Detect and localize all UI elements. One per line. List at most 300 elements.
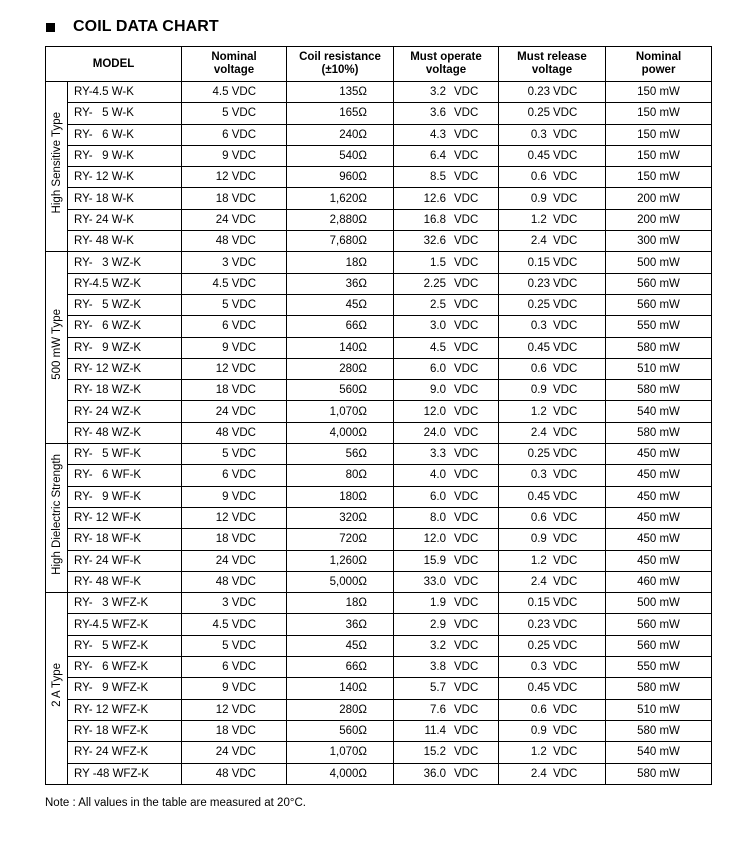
must-release-value: 0.45 [527, 341, 550, 354]
coil-resistance-cell: 1,260Ω [287, 550, 394, 571]
table-row [46, 763, 712, 784]
must-operate-value: 12.0 [423, 533, 446, 546]
must-release-cell [499, 316, 606, 337]
model-cell: RY-4.5 W-K [68, 82, 182, 103]
must-release-value: 0.6 [530, 363, 550, 375]
nominal-power-cell: 500 mW [606, 593, 712, 614]
must-operate-unit: VDC [454, 341, 479, 354]
must-operate-value: 4.0 [430, 469, 446, 482]
must-operate-unit: VDC [454, 235, 479, 248]
coil-resistance-cell: 80Ω [287, 465, 394, 486]
must-release-cell [499, 593, 606, 614]
square-bullet-icon [46, 23, 55, 32]
must-operate-unit: VDC [454, 661, 479, 674]
model-cell: RY- 6 WFZ-K [68, 657, 182, 678]
must-release-cell [499, 465, 606, 486]
coil-resistance-cell: 4,000Ω [287, 763, 394, 784]
coil-resistance-cell: 36Ω [287, 614, 394, 635]
model-cell: RY- 3 WZ-K [68, 252, 182, 273]
must-operate-cell [394, 678, 499, 699]
nominal-voltage-cell: 4.5 VDC [182, 273, 287, 294]
must-release-unit: VDC [553, 575, 578, 588]
must-release-unit: VDC [553, 256, 578, 269]
nominal-power-cell: 450 mW [606, 507, 712, 528]
must-operate-unit: VDC [454, 618, 479, 631]
nominal-voltage-cell: 48 VDC [182, 763, 287, 784]
coil-resistance-cell: 4,000Ω [287, 422, 394, 443]
header-nominal-power: Nominal power [606, 47, 712, 82]
coil-resistance-cell: 720Ω [287, 529, 394, 550]
must-release-value: 0.23 [527, 277, 550, 290]
must-operate-unit: VDC [454, 86, 479, 99]
must-operate-value: 15.9 [423, 554, 446, 567]
must-release-value: 0.6 [530, 703, 550, 716]
nominal-voltage-cell: 4.5 VDC [182, 82, 287, 103]
must-release-cell [499, 635, 606, 656]
table-row [46, 422, 712, 443]
group-label: 2 A Type [50, 663, 63, 707]
group-label: High Dielectric Strength [50, 454, 63, 575]
coil-resistance-cell: 56Ω [287, 444, 394, 465]
must-operate-cell [394, 316, 499, 337]
must-operate-cell [394, 124, 499, 145]
must-release-cell [499, 550, 606, 571]
model-cell: RY- 12 WZ-K [68, 358, 182, 379]
nominal-voltage-cell: 9 VDC [182, 337, 287, 358]
must-operate-cell [394, 145, 499, 166]
must-release-cell [499, 763, 606, 784]
must-operate-value: 4.5 [430, 341, 446, 354]
coil-resistance-cell: 1,070Ω [287, 742, 394, 763]
must-release-value: 1.2 [530, 554, 550, 567]
must-operate-cell [394, 657, 499, 678]
table-row [46, 82, 712, 103]
coil-resistance-cell: 960Ω [287, 167, 394, 188]
must-release-cell [499, 614, 606, 635]
model-cell: RY- 18 WZ-K [68, 380, 182, 401]
must-release-cell [499, 231, 606, 252]
must-operate-value: 2.5 [430, 299, 446, 312]
coil-resistance-cell: 45Ω [287, 294, 394, 315]
must-operate-cell [394, 720, 499, 741]
table-row [46, 231, 712, 252]
table-row [46, 337, 712, 358]
must-operate-cell [394, 550, 499, 571]
nominal-voltage-cell: 12 VDC [182, 167, 287, 188]
model-cell: RY -48 WFZ-K [68, 763, 182, 784]
must-release-value: 0.6 [530, 171, 550, 184]
must-operate-value: 1.5 [430, 256, 446, 269]
table-row [46, 657, 712, 678]
model-cell: RY- 18 WFZ-K [68, 720, 182, 741]
model-cell: RY- 6 WF-K [68, 465, 182, 486]
must-release-cell [499, 188, 606, 209]
must-release-unit: VDC [553, 682, 578, 695]
nominal-voltage-cell: 5 VDC [182, 635, 287, 656]
coil-resistance-cell: 280Ω [287, 699, 394, 720]
must-operate-unit: VDC [454, 192, 479, 205]
must-release-value: 0.3 [530, 469, 550, 482]
group-label: High Sensitive Type [50, 112, 63, 214]
must-release-value: 0.23 [527, 86, 550, 99]
nominal-voltage-cell: 48 VDC [182, 422, 287, 443]
must-release-cell [499, 529, 606, 550]
must-operate-value: 24.0 [423, 426, 446, 439]
must-release-unit: VDC [553, 107, 578, 120]
must-operate-cell [394, 401, 499, 422]
model-cell: RY- 18 W-K [68, 188, 182, 209]
must-operate-cell [394, 593, 499, 614]
nominal-power-cell: 510 mW [606, 358, 712, 379]
must-release-unit: VDC [553, 299, 578, 312]
table-body [46, 82, 712, 785]
must-operate-cell [394, 188, 499, 209]
must-release-value: 0.15 [527, 256, 550, 269]
page-title-text: COIL DATA CHART [73, 18, 219, 35]
must-operate-unit: VDC [454, 107, 479, 120]
table-row [46, 444, 712, 465]
must-operate-value: 2.25 [423, 277, 446, 290]
must-release-value: 0.3 [530, 128, 550, 141]
must-operate-unit: VDC [454, 554, 479, 567]
must-operate-value: 3.0 [430, 320, 446, 333]
nominal-voltage-cell: 48 VDC [182, 231, 287, 252]
page-title [46, 18, 219, 36]
must-release-unit: VDC [553, 171, 578, 184]
nominal-power-cell: 580 mW [606, 380, 712, 401]
nominal-voltage-cell: 6 VDC [182, 657, 287, 678]
must-operate-value: 12.6 [423, 192, 446, 205]
model-cell: RY- 9 W-K [68, 145, 182, 166]
nominal-voltage-cell: 18 VDC [182, 720, 287, 741]
nominal-power-cell: 300 mW [606, 231, 712, 252]
nominal-power-cell: 540 mW [606, 401, 712, 422]
must-release-unit: VDC [553, 235, 578, 248]
must-release-value: 2.4 [530, 235, 550, 248]
nominal-voltage-cell: 6 VDC [182, 124, 287, 145]
must-operate-cell [394, 337, 499, 358]
nominal-voltage-cell: 9 VDC [182, 486, 287, 507]
must-release-value: 0.9 [530, 192, 550, 205]
must-operate-cell [394, 465, 499, 486]
coil-resistance-cell: 135Ω [287, 82, 394, 103]
must-operate-unit: VDC [454, 597, 479, 610]
coil-resistance-cell: 18Ω [287, 593, 394, 614]
must-release-unit: VDC [553, 384, 578, 397]
group-label-cell [46, 444, 68, 593]
nominal-power-cell: 550 mW [606, 657, 712, 678]
table-row [46, 358, 712, 379]
header-must-operate: Must operate voltage [394, 47, 499, 82]
must-operate-cell [394, 571, 499, 592]
must-operate-unit: VDC [454, 746, 479, 759]
must-release-value: 0.9 [530, 384, 550, 397]
must-operate-cell [394, 422, 499, 443]
table-row [46, 316, 712, 337]
model-cell: RY- 48 WF-K [68, 571, 182, 592]
must-release-value: 1.2 [530, 405, 550, 418]
must-operate-value: 9.0 [430, 384, 446, 397]
model-cell: RY- 5 W-K [68, 103, 182, 124]
table-row [46, 273, 712, 294]
must-operate-value: 12.0 [423, 405, 446, 418]
table-row [46, 699, 712, 720]
must-release-unit: VDC [553, 533, 578, 546]
must-operate-unit: VDC [454, 575, 479, 588]
must-operate-unit: VDC [454, 299, 479, 312]
nominal-voltage-cell: 4.5 VDC [182, 614, 287, 635]
nominal-power-cell: 550 mW [606, 316, 712, 337]
model-cell: RY- 48 W-K [68, 231, 182, 252]
must-release-unit: VDC [553, 469, 578, 482]
coil-resistance-cell: 140Ω [287, 337, 394, 358]
must-release-unit: VDC [553, 277, 578, 290]
must-release-value: 0.9 [530, 533, 550, 546]
coil-resistance-cell: 560Ω [287, 720, 394, 741]
nominal-power-cell: 560 mW [606, 614, 712, 635]
header-coil-resistance: Coil resistance (±10%) [287, 47, 394, 82]
coil-resistance-cell: 280Ω [287, 358, 394, 379]
must-operate-cell [394, 529, 499, 550]
must-operate-value: 8.0 [430, 512, 446, 525]
must-operate-unit: VDC [454, 469, 479, 482]
coil-resistance-cell: 36Ω [287, 273, 394, 294]
table-row [46, 486, 712, 507]
must-operate-cell [394, 103, 499, 124]
model-cell: RY- 9 WFZ-K [68, 678, 182, 699]
must-release-cell [499, 380, 606, 401]
must-release-unit: VDC [553, 213, 578, 226]
header-model: MODEL [46, 47, 182, 82]
must-operate-unit: VDC [454, 426, 479, 439]
must-operate-value: 1.9 [430, 597, 446, 610]
must-release-value: 0.3 [530, 661, 550, 674]
nominal-power-cell: 540 mW [606, 742, 712, 763]
footnote: Note : All values in the table are measured at 20°C. [45, 797, 306, 809]
nominal-power-cell: 580 mW [606, 337, 712, 358]
must-release-value: 1.2 [530, 213, 550, 226]
must-release-cell [499, 401, 606, 422]
table-row [46, 167, 712, 188]
must-release-unit: VDC [553, 426, 578, 439]
must-release-unit: VDC [553, 448, 578, 461]
header-row [46, 47, 712, 82]
must-release-cell [499, 82, 606, 103]
must-release-unit: VDC [553, 86, 578, 99]
must-operate-value: 8.5 [430, 171, 446, 184]
must-operate-unit: VDC [454, 213, 479, 226]
must-operate-unit: VDC [454, 128, 479, 141]
coil-resistance-cell: 540Ω [287, 145, 394, 166]
must-release-value: 0.45 [527, 682, 550, 695]
must-operate-unit: VDC [454, 512, 479, 525]
must-operate-value: 3.2 [430, 86, 446, 99]
must-operate-unit: VDC [454, 448, 479, 461]
must-operate-value: 6.0 [430, 363, 446, 375]
must-operate-value: 16.8 [423, 213, 446, 226]
nominal-power-cell: 150 mW [606, 82, 712, 103]
nominal-power-cell: 510 mW [606, 699, 712, 720]
must-operate-value: 15.2 [423, 746, 446, 759]
must-operate-value: 3.6 [430, 107, 446, 120]
must-release-value: 0.6 [530, 512, 550, 525]
must-operate-unit: VDC [454, 277, 479, 290]
must-operate-value: 36.0 [423, 767, 446, 780]
must-release-unit: VDC [553, 703, 578, 716]
must-operate-cell [394, 294, 499, 315]
table-row [46, 124, 712, 145]
table-row [46, 252, 712, 273]
must-release-value: 2.4 [530, 426, 550, 439]
model-cell: RY- 9 WZ-K [68, 337, 182, 358]
must-operate-value: 4.3 [430, 128, 446, 141]
nominal-voltage-cell: 18 VDC [182, 188, 287, 209]
must-release-cell [499, 507, 606, 528]
nominal-voltage-cell: 24 VDC [182, 209, 287, 230]
must-release-unit: VDC [553, 320, 578, 333]
model-cell: RY- 5 WFZ-K [68, 635, 182, 656]
coil-data-table [45, 46, 712, 785]
must-operate-unit: VDC [454, 320, 479, 333]
must-release-value: 0.45 [527, 150, 550, 163]
nominal-power-cell: 460 mW [606, 571, 712, 592]
group-label-cell [46, 252, 68, 444]
must-operate-unit: VDC [454, 256, 479, 269]
must-operate-value: 6.0 [430, 490, 446, 503]
model-cell: RY- 24 WZ-K [68, 401, 182, 422]
model-cell: RY- 6 W-K [68, 124, 182, 145]
must-release-unit: VDC [553, 405, 578, 418]
nominal-power-cell: 150 mW [606, 167, 712, 188]
must-release-unit: VDC [553, 767, 578, 780]
coil-resistance-cell: 45Ω [287, 635, 394, 656]
must-release-value: 0.3 [530, 320, 550, 333]
nominal-voltage-cell: 9 VDC [182, 145, 287, 166]
must-operate-unit: VDC [454, 639, 479, 652]
must-operate-unit: VDC [454, 533, 479, 546]
nominal-voltage-cell: 12 VDC [182, 358, 287, 379]
must-operate-unit: VDC [454, 171, 479, 184]
nominal-voltage-cell: 48 VDC [182, 571, 287, 592]
must-operate-cell [394, 209, 499, 230]
coil-resistance-cell: 18Ω [287, 252, 394, 273]
model-cell: RY- 12 W-K [68, 167, 182, 188]
table-row [46, 507, 712, 528]
table-row [46, 720, 712, 741]
must-operate-cell [394, 486, 499, 507]
nominal-power-cell: 200 mW [606, 209, 712, 230]
header-must-release: Must release voltage [499, 47, 606, 82]
must-operate-value: 11.4 [424, 725, 446, 738]
must-operate-cell [394, 358, 499, 379]
nominal-voltage-cell: 5 VDC [182, 294, 287, 315]
must-operate-cell [394, 614, 499, 635]
must-operate-unit: VDC [454, 363, 479, 375]
table-row [46, 209, 712, 230]
must-operate-unit: VDC [454, 490, 479, 503]
coil-resistance-cell: 66Ω [287, 657, 394, 678]
must-release-cell [499, 273, 606, 294]
table-row [46, 380, 712, 401]
must-release-cell [499, 699, 606, 720]
must-release-unit: VDC [553, 128, 578, 141]
must-operate-value: 3.8 [430, 661, 446, 674]
must-operate-unit: VDC [454, 150, 479, 163]
must-operate-cell [394, 763, 499, 784]
table-row [46, 529, 712, 550]
nominal-voltage-cell: 6 VDC [182, 465, 287, 486]
must-release-cell [499, 422, 606, 443]
model-cell: RY- 48 WZ-K [68, 422, 182, 443]
model-cell: RY- 5 WZ-K [68, 294, 182, 315]
table-row [46, 103, 712, 124]
must-release-value: 0.23 [527, 618, 550, 631]
must-operate-cell [394, 167, 499, 188]
must-operate-value: 7.6 [430, 703, 446, 716]
nominal-voltage-cell: 9 VDC [182, 678, 287, 699]
must-release-cell [499, 209, 606, 230]
table-row [46, 678, 712, 699]
coil-resistance-cell: 66Ω [287, 316, 394, 337]
nominal-power-cell: 450 mW [606, 444, 712, 465]
model-cell: RY- 5 WF-K [68, 444, 182, 465]
must-release-cell [499, 486, 606, 507]
coil-resistance-cell: 320Ω [287, 507, 394, 528]
must-operate-cell [394, 380, 499, 401]
must-release-cell [499, 358, 606, 379]
must-release-value: 0.25 [527, 107, 550, 120]
must-operate-unit: VDC [454, 405, 479, 418]
must-release-cell [499, 103, 606, 124]
must-release-unit: VDC [553, 341, 578, 354]
nominal-power-cell: 450 mW [606, 529, 712, 550]
nominal-voltage-cell: 6 VDC [182, 316, 287, 337]
must-release-unit: VDC [553, 363, 578, 375]
table-row [46, 465, 712, 486]
nominal-voltage-cell: 5 VDC [182, 444, 287, 465]
must-operate-unit: VDC [454, 682, 479, 695]
header-nominal-voltage: Nominal voltage [182, 47, 287, 82]
must-release-cell [499, 167, 606, 188]
model-cell: RY- 12 WF-K [68, 507, 182, 528]
must-release-value: 1.2 [530, 746, 550, 759]
must-operate-value: 3.2 [430, 639, 446, 652]
table-row [46, 742, 712, 763]
must-release-unit: VDC [553, 150, 578, 163]
coil-resistance-cell: 240Ω [287, 124, 394, 145]
must-release-value: 0.15 [527, 597, 550, 610]
nominal-power-cell: 450 mW [606, 465, 712, 486]
must-release-unit: VDC [553, 661, 578, 674]
must-release-cell [499, 252, 606, 273]
model-cell: RY- 9 WF-K [68, 486, 182, 507]
nominal-power-cell: 580 mW [606, 763, 712, 784]
must-release-cell [499, 678, 606, 699]
must-release-cell [499, 571, 606, 592]
must-release-cell [499, 337, 606, 358]
must-release-cell [499, 124, 606, 145]
must-release-cell [499, 145, 606, 166]
table-row [46, 145, 712, 166]
must-release-unit: VDC [553, 725, 578, 738]
nominal-power-cell: 450 mW [606, 486, 712, 507]
coil-resistance-cell: 1,070Ω [287, 401, 394, 422]
model-cell: RY- 24 WF-K [68, 550, 182, 571]
table-row [46, 294, 712, 315]
must-operate-value: 33.0 [423, 575, 446, 588]
coil-resistance-cell: 180Ω [287, 486, 394, 507]
must-operate-value: 5.7 [430, 682, 446, 695]
